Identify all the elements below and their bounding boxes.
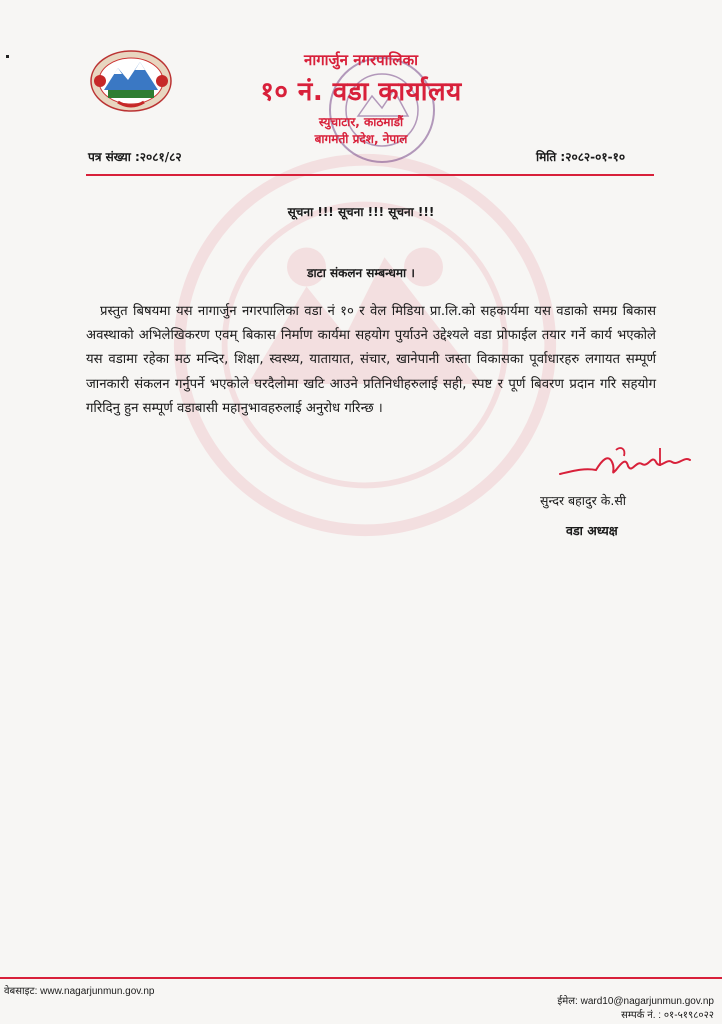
address-line-2: बागमती प्रदेश, नेपाल: [314, 132, 408, 146]
notice-body: प्रस्तुत बिषयमा यस नागार्जुन नगरपालिका वडा नं १० र वेल मिडिया प्रा.लि.को सहकार्यमा यस वडाको समग्र बिकास अवस्थाको अभिलेखिकरण एवम् बिकास निर्माण कार्यमा सहयोग पुर्याउने उद्देश्यले वडा प्रोफाईल तयार गर्ने कार्य भएकोले यस वडामा रहेका मठ मन्दिर, शिक्षा, स्वस्थ्य, यातायात, संचार, खानेपानी जस्ता विकासका पूर्वाधारहरु लगायत सम्पूर्ण जानकारी संकलन गर्नुपर्ने भएकोले घरदैलोमा खटि आउने प्रतिनिधीहरुलाई सही, स्पष्ट र पूर्ण बिवरण प्रदान गरि सहयोग गरिदिनु हुन सम्पूर्ण वडाबासी महानुभावहरुलाई अनुरोध गरिन्छ ।: [86, 304, 656, 416]
footer-phone: सम्पर्क नं. : ०१-५१९८०२२: [621, 1010, 714, 1021]
address-line-1: स्युचाटार, काठमाडौं: [318, 115, 404, 129]
letter-date: मिति :२०८२-०१-१०: [536, 150, 626, 164]
footer-website[interactable]: वेबसाइट: www.nagarjunmun.gov.np: [4, 986, 155, 997]
footer-divider: [0, 977, 722, 979]
handwritten-signature-icon: [556, 440, 696, 490]
reference-number: पत्र संख्या :२०८१/८२: [88, 150, 182, 164]
office-name: १० नं. वडा कार्यालय: [260, 77, 462, 107]
signatory-title: वडा अध्यक्ष: [566, 523, 618, 538]
footer-email[interactable]: ईमेल: ward10@nagarjunmun.gov.np: [557, 996, 714, 1007]
signatory-name: सुन्दर बहादुर के.सी: [540, 493, 627, 508]
notice-subject: डाटा संकलन सम्बन्धमा ।: [307, 266, 415, 280]
municipality-name: नागार्जुन नगरपालिका: [304, 51, 418, 69]
notice-title: सूचना !!! सूचना !!! सूचना !!!: [287, 205, 435, 219]
header-divider: [86, 174, 654, 176]
